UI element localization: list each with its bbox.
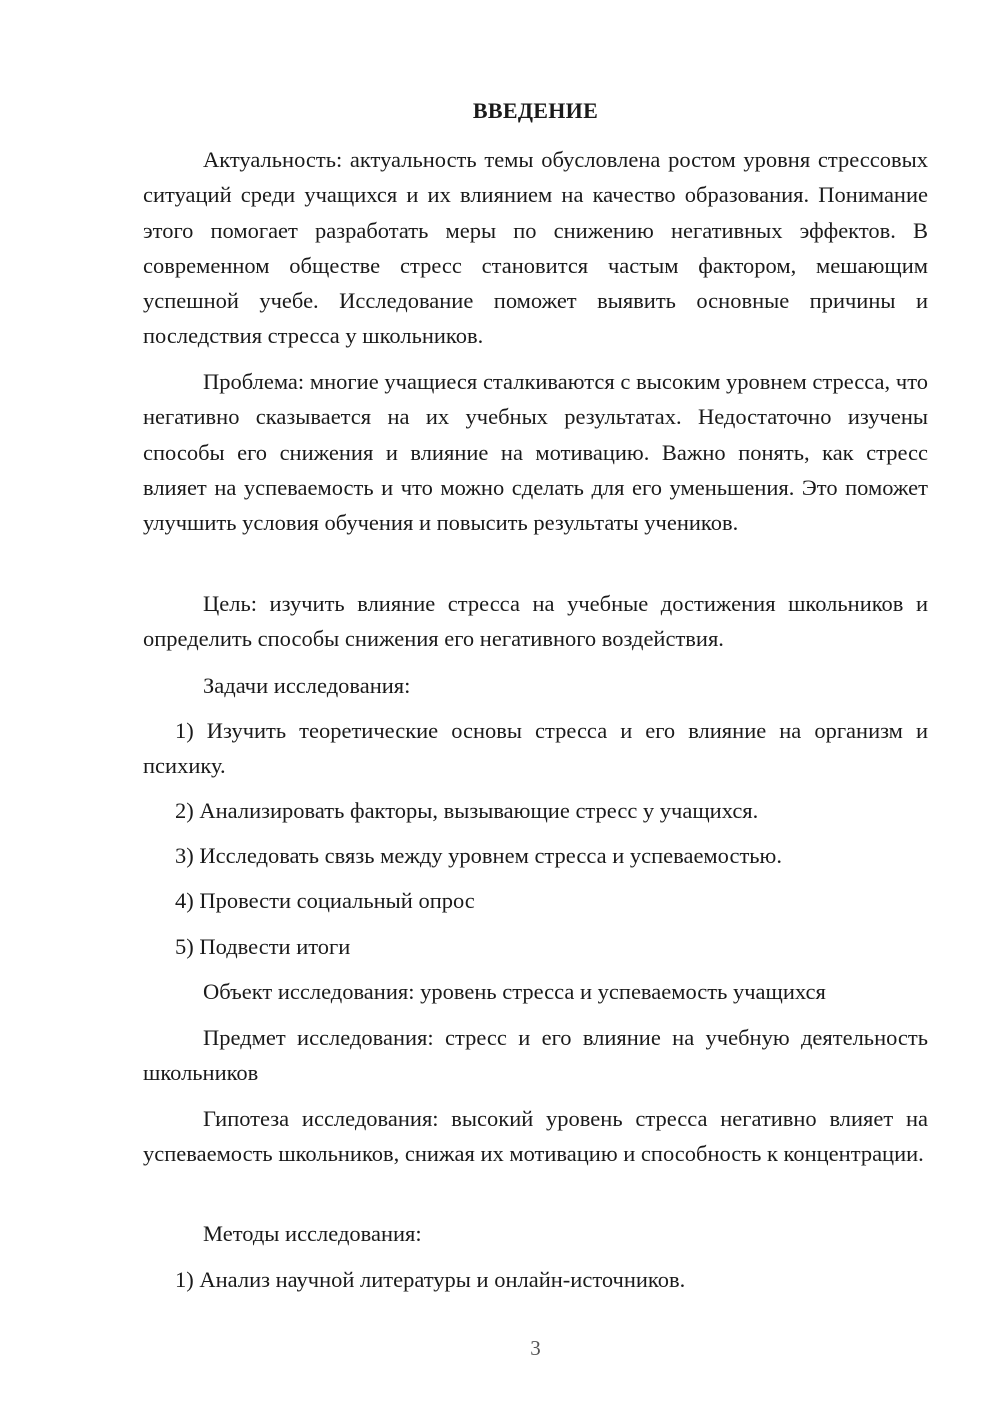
paragraph-hypothesis: Гипотеза исследования: высокий уровень стресса негативно влияет на успеваемость школьников, снижая их мотивацию и способность к концентрации. <box>143 1106 928 1167</box>
paragraph-goal: Цель: изучить влияние стресса на учебные достижения школьников и определить способы снижения его негативного воздействия. <box>143 591 928 652</box>
page-number: 3 <box>530 1336 541 1360</box>
page-title: ВВЕДЕНИЕ <box>472 98 599 123</box>
paragraph-problem: Проблема: многие учащиеся сталкиваются с высоким уровнем стресса, что негативно сказывается на их учебных результатах. Недостаточно изучены способы его снижения и влияние на мотивацию. Важно понять, как стресс влияет на успеваемость и что можно сделать для его уменьшения. Это поможет улучшить условия обучения и повысить результаты учеников. <box>143 369 928 536</box>
paragraph-subject: Предмет исследования: стресс и его влияние на учебную деятельность школьников <box>143 1025 928 1086</box>
task-item-5: 5) Подвести итоги <box>175 934 351 959</box>
methods-heading: Методы исследования: <box>203 1221 422 1246</box>
paragraph-relevance: Актуальность: актуальность темы обусловлена ростом уровня стрессовых ситуаций среди учащихся и их влиянием на качество образования. Понимание этого помогает разработать меры по снижению негативных эффектов. В современном обществе стресс становится частым фактором, мешающим успешной учебе. Исследование поможет выявить основные причины и последствия стресса у школьников. <box>143 147 928 349</box>
method-item-1: 1) Анализ научной литературы и онлайн-источников. <box>175 1267 686 1292</box>
task-item-4: 4) Провести социальный опрос <box>175 888 475 913</box>
task-item-3: 3) Исследовать связь между уровнем стресса и успеваемостью. <box>175 843 782 868</box>
task-item-1: 1) Изучить теоретические основы стресса и его влияние на организм и психику. <box>143 718 928 779</box>
tasks-heading: Задачи исследования: <box>203 673 411 698</box>
task-item-2: 2) Анализировать факторы, вызывающие стресс у учащихся. <box>175 798 759 823</box>
paragraph-object: Объект исследования: уровень стресса и успеваемость учащихся <box>203 979 826 1004</box>
